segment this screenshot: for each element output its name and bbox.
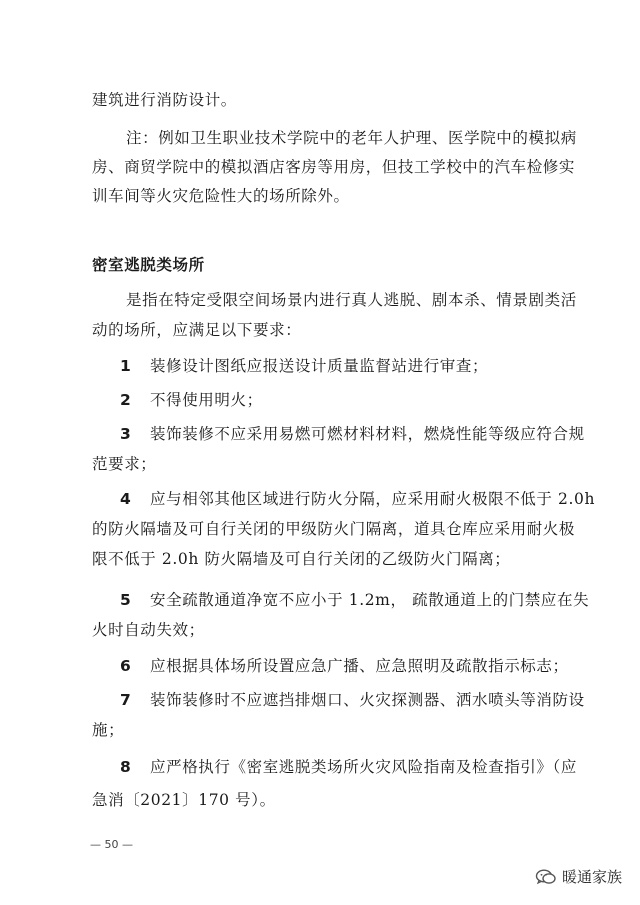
watermark-text: 暖通家族 [561,868,622,886]
list-item [120,690,585,710]
watermark [535,866,622,887]
item-number: 7 [120,691,132,709]
section-title: 密室逃脱类场所 [92,256,205,274]
list-item [120,656,569,676]
wechat-official-account-icon [535,869,557,885]
item-number: 8 [120,758,132,776]
note-line: 训车间等火灾危险性大的场所除外。 [92,187,350,205]
intro-line: 是指在特定受限空间场景内进行真人逃脱、剧本杀、情景剧类活 [126,291,577,309]
note-line: 房、商贸学院中的模拟酒店客房等用房，但技工学校中的汽车检修实 [92,158,576,176]
item-text: 急消〔2021〕170 号）。 [92,791,276,809]
item-text: 应与相邻其他区域进行防火分隔，应采用耐火极限不低于 2.0h [150,490,596,508]
item-number: 1 [120,357,132,375]
item-number: 4 [120,490,132,508]
item-text: 装修设计图纸应报送设计质量监督站进行审查； [150,357,489,375]
item-text: 火时自动失效； [92,621,205,639]
list-item [120,356,488,376]
list-item [120,757,577,777]
list-item [120,390,263,410]
list-item [120,489,595,509]
note-line: 注：例如卫生职业技术学院中的老年人护理、医学院中的模拟病 [126,129,577,147]
list-item [120,424,585,444]
item-text: 施； [92,721,125,739]
item-number: 3 [120,425,132,443]
intro-line: 动的场所，应满足以下要求： [92,321,302,339]
paragraph-line: 建筑进行消防设计。 [92,91,237,109]
item-text: 范要求； [92,455,157,473]
item-number: 2 [120,391,132,409]
item-text: 装饰装修不应采用易燃可燃材料材料，燃烧性能等级应符合规 [150,425,585,443]
item-text: 应根据具体场所设置应急广播、应急照明及疏散指示标志； [150,657,569,675]
page-number: — 50 — [90,838,133,851]
item-text: 不得使用明火； [150,391,263,409]
item-number: 5 [120,591,132,609]
item-number: 6 [120,657,132,675]
item-text: 应严格执行《密室逃脱类场所火灾风险指南及检查指引》（应 [150,758,577,776]
item-text: 的防火隔墙及可自行关闭的甲级防火门隔离，道具仓库应采用耐火极 [92,520,576,538]
item-text: 限不低于 2.0h 防火隔墙及可自行关闭的乙级防火门隔离； [92,550,511,568]
item-text: 装饰装修时不应遮挡排烟口、火灾探测器、洒水喷头等消防设 [150,691,585,709]
item-text: 安全疏散通道净宽不应小于 1.2m， 疏散通道上的门禁应在失 [150,591,590,609]
list-item [120,590,589,610]
